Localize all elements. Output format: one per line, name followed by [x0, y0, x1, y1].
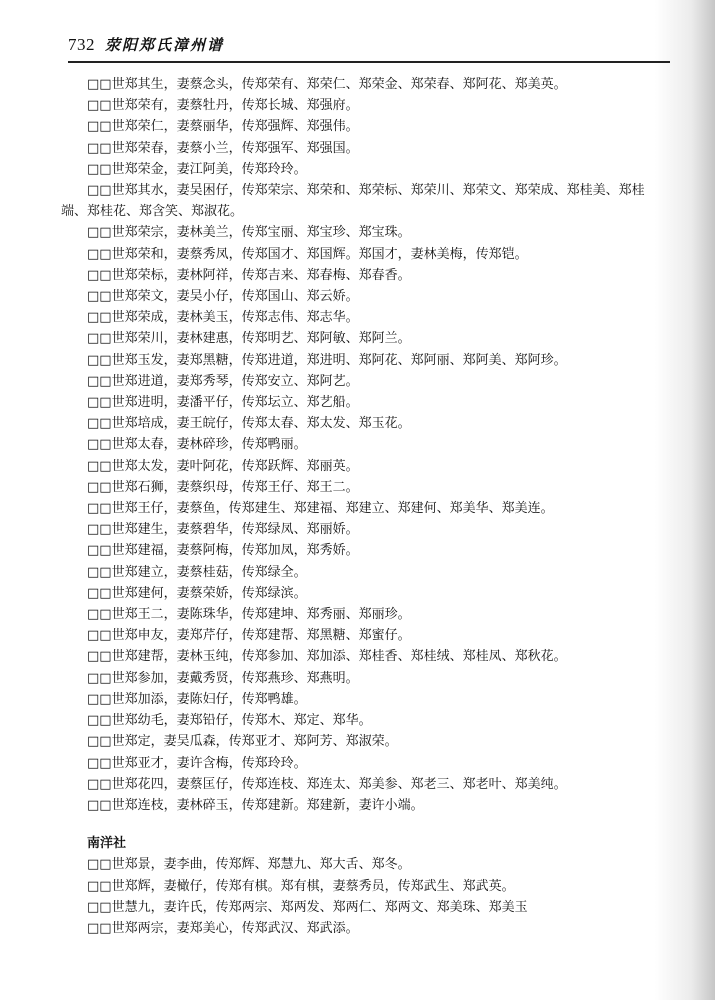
- genealogy-entry: □□世郑王二，妻陈珠华，传郑建坤、郑秀丽、郑丽珍。: [87, 607, 411, 623]
- genealogy-entry: □□世郑进明，妻潘平仔，传郑坛立、郑艺船。: [87, 395, 359, 411]
- genealogy-entry: □□世郑建福，妻蔡阿梅，传郑加凤，郑秀娇。: [87, 543, 359, 559]
- header-rule: [68, 61, 670, 63]
- genealogy-entry: □□世郑荣文，妻吴小仔，传郑国山、郑云娇。: [87, 289, 359, 305]
- genealogy-entry: □□世郑荣仁，妻蔡丽华，传郑强辉、郑强伟。: [87, 119, 359, 135]
- genealogy-entry: □□世郑建生，妻蔡碧华，传郑绿凤、郑丽娇。: [87, 522, 359, 538]
- genealogy-entry: □□世郑石狮，妻蔡织母，传郑王仔、郑王二。: [87, 479, 359, 495]
- section-entry: □□世郑两宗，妻郑美心，传郑武汉、郑武添。: [87, 920, 359, 936]
- genealogy-entry: □□世郑进道，妻郑秀琴，传郑安立、郑阿艺。: [87, 373, 359, 389]
- genealogy-entry: □□世郑亚才，妻许含梅，传郑玲玲。: [87, 755, 307, 771]
- genealogy-entry: □□世郑幼毛，妻郑铅仔，传郑木、郑定、郑华。: [87, 713, 372, 729]
- genealogy-entry: □□世郑荣成，妻林美玉，传郑志伟、郑志华。: [87, 310, 359, 326]
- genealogy-entry: □□世郑建何，妻蔡荣娇，传郑绿滨。: [87, 585, 307, 601]
- genealogy-entry: □□世郑参加，妻戴秀贤，传郑燕珍、郑燕明。: [87, 670, 359, 686]
- genealogy-entry: □□世郑其水，妻吴困仔，传郑荣宗、郑荣和、郑荣标、郑荣川、郑荣文、郑荣成、郑桂美、郑桂: [87, 183, 645, 199]
- genealogy-entry: □□世郑连枝，妻林碎玉，传郑建新。郑建新，妻许小端。: [87, 797, 424, 813]
- genealogy-entry: □□世郑加添，妻陈妇仔，传郑鸭雄。: [87, 691, 307, 707]
- genealogy-entry-continuation: 端、郑桂花、郑含笑、郑淑花。: [61, 204, 244, 220]
- genealogy-entry: □□世郑荣宗，妻林美兰，传郑宝丽、郑宝珍、郑宝珠。: [87, 225, 411, 241]
- book-title: 荥阳郑氏漳州谱: [105, 36, 225, 54]
- genealogy-entry: □□世郑建帮，妻林玉纯，传郑参加、郑加添、郑桂香、郑桂绒、郑桂凤、郑秋花。: [87, 649, 567, 665]
- page-header: [68, 34, 668, 60]
- page-number: 732: [68, 35, 95, 54]
- section-entry: □□世郑辉，妻橄仔，传郑有棋。郑有棋，妻蔡秀员，传郑武生、郑武英。: [87, 878, 515, 894]
- genealogy-entry: □□世郑太春，妻林碎珍，传郑鸭丽。: [87, 437, 307, 453]
- genealogy-entry: □□世郑花四，妻蔡匡仔，传郑连枝、郑连太、郑美参、郑老三、郑老叶、郑美纯。: [87, 776, 567, 792]
- genealogy-entry: □□世郑荣有，妻蔡牡丹，传郑长城、郑强府。: [87, 98, 359, 114]
- genealogy-entry: □□世郑荣标，妻林阿祥，传郑吉来、郑春梅、郑春香。: [87, 267, 411, 283]
- genealogy-entry: □□世郑太发，妻叶阿花，传郑跃辉、郑丽英。: [87, 458, 359, 474]
- genealogy-entry: □□世郑荣和，妻蔡秀凤，传郑国才、郑国辉。郑国才，妻林美梅，传郑铠。: [87, 246, 528, 262]
- section-title: 南洋社: [87, 836, 127, 852]
- genealogy-entry: □□世郑培成，妻王皖仔，传郑太春、郑太发、郑玉花。: [87, 416, 411, 432]
- genealogy-text: [61, 74, 671, 939]
- genealogy-entry: □□世郑其生，妻蔡念头，传郑荣有、郑荣仁、郑荣金、郑荣春、郑阿花、郑美英。: [87, 77, 567, 92]
- genealogy-entry: □□世郑王仔，妻蔡鱼，传郑建生、郑建福、郑建立、郑建何、郑美华、郑美连。: [87, 501, 554, 517]
- genealogy-entry: □□世郑定，妻吴瓜森，传郑亚才、郑阿芳、郑淑荣。: [87, 734, 398, 750]
- genealogy-entry: □□世郑荣金，妻江阿美，传郑玲玲。: [87, 161, 307, 177]
- genealogy-entry: □□世郑玉发，妻郑黑糖，传郑进道，郑进明、郑阿花、郑阿丽、郑阿美、郑阿珍。: [87, 352, 567, 368]
- section-entry: □□世慧九，妻许氏，传郑两宗、郑两发、郑两仁、郑两文、郑美珠、郑美玉: [87, 899, 528, 915]
- genealogy-entry: □□世郑荣川，妻林建惠，传郑明艺、郑阿敏、郑阿兰。: [87, 331, 411, 347]
- genealogy-entry: □□世郑建立，妻蔡桂菇，传郑绿全。: [87, 564, 307, 580]
- genealogy-entry: □□世郑申友，妻郑芹仔，传郑建帮、郑黑糖、郑蜜仔。: [87, 628, 411, 644]
- section-entry: □□世郑景，妻李曲，传郑辉、郑慧九、郑大舌、郑冬。: [87, 857, 411, 873]
- genealogy-entry: □□世郑荣春，妻蔡小兰，传郑强军、郑强国。: [87, 140, 359, 156]
